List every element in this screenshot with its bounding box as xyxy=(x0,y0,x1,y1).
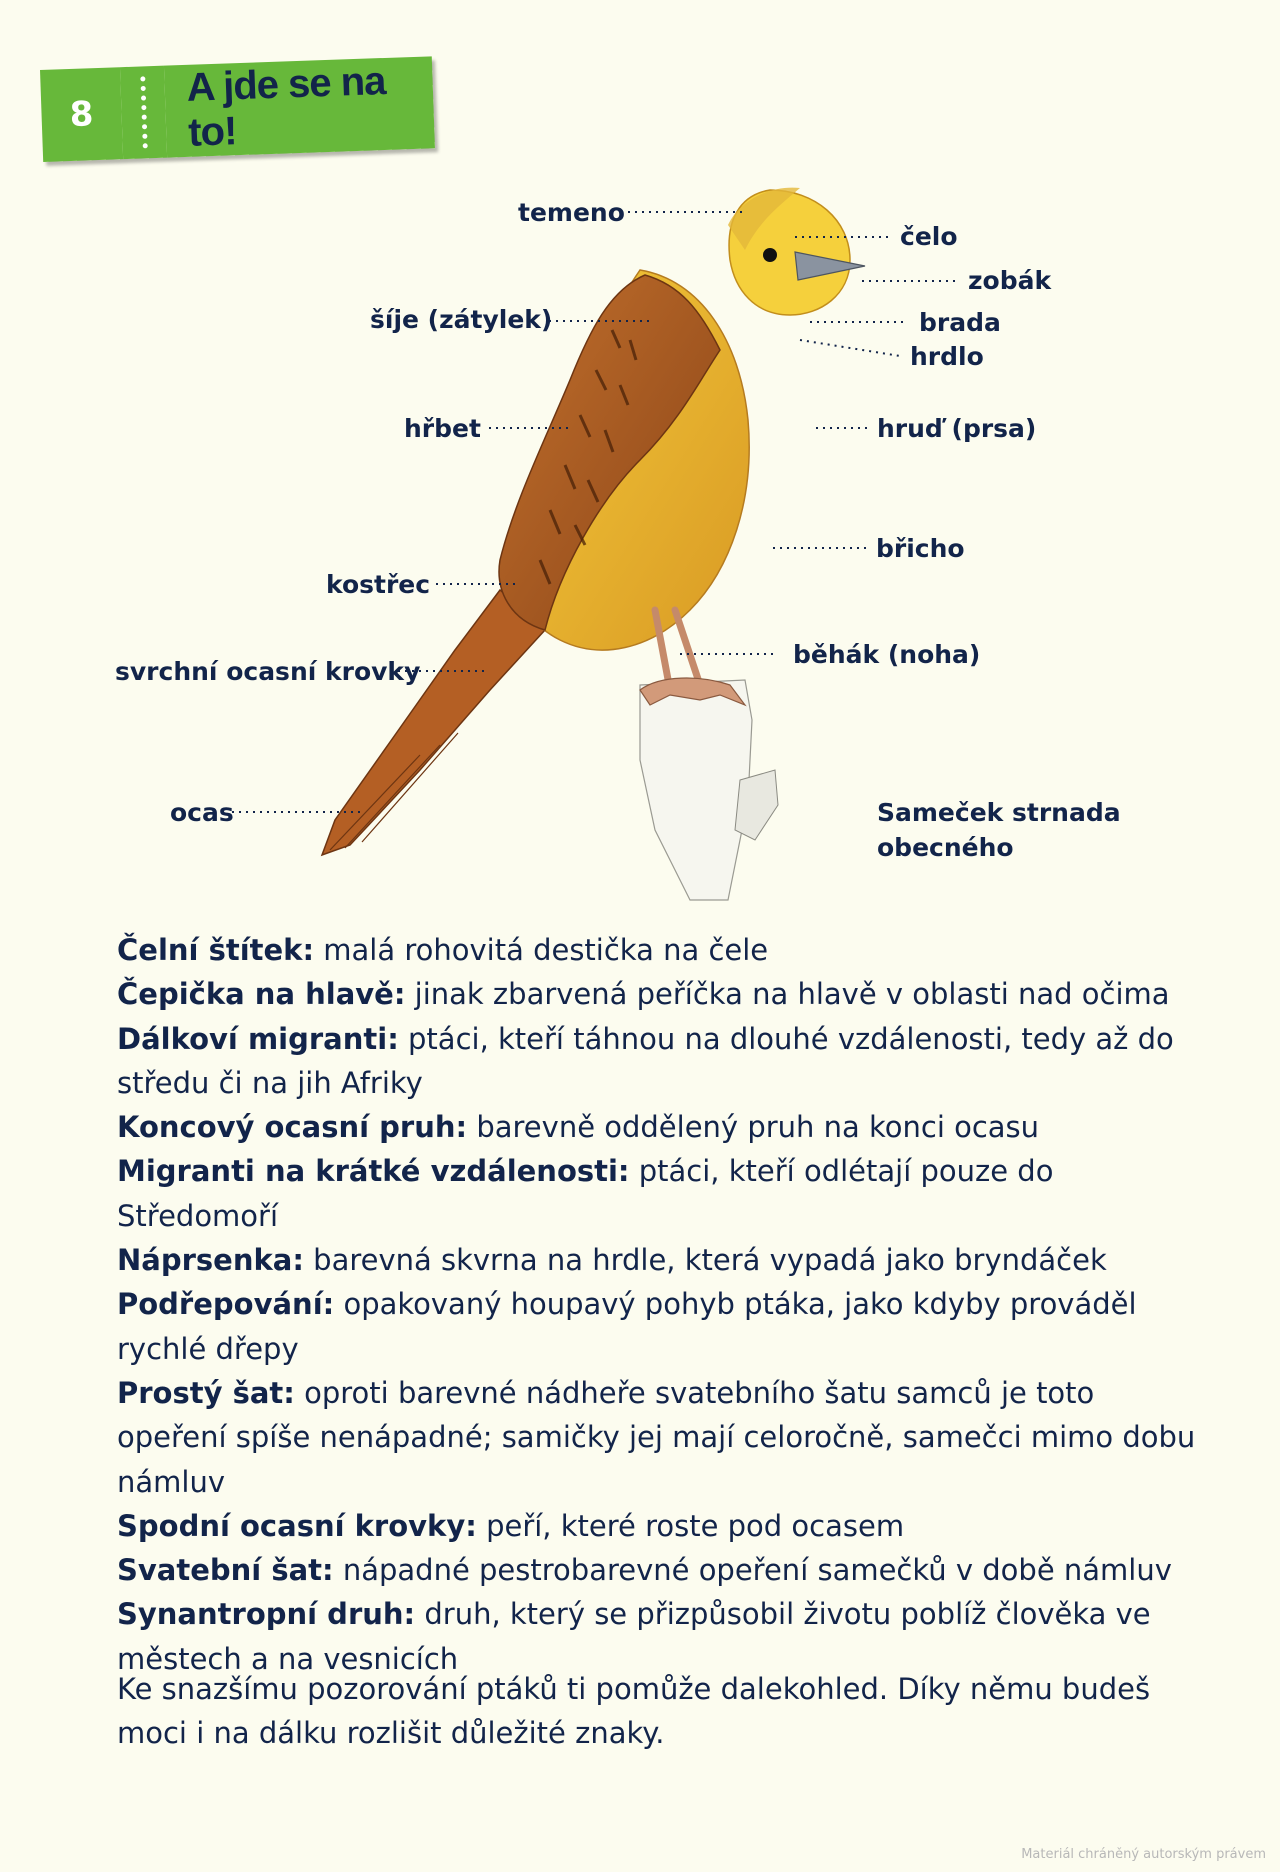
glossary-definition: malá rohovitá destička na čele xyxy=(323,933,769,967)
label-ocas: ocas xyxy=(170,798,234,827)
glossary-term: Čepička na hlavě: xyxy=(117,977,406,1012)
post-shape xyxy=(640,680,752,900)
label-kostrec: kostřec xyxy=(326,570,431,599)
glossary-term: Prostý šat: xyxy=(117,1375,295,1410)
glossary-term: Synantropní druh: xyxy=(117,1597,416,1632)
glossary-entry xyxy=(117,972,1197,1016)
glossary-definition: barevná skvrna na hrdle, která vypadá jako bryndáček xyxy=(313,1243,1107,1278)
glossary-term: Spodní ocasní krovky: xyxy=(117,1508,477,1543)
label-brada: brada xyxy=(919,308,1001,337)
label-svrchni-ocasni-krovky: svrchní ocasní krovky xyxy=(115,657,421,686)
glossary-definition: ptáci, kteří táhnou na dlouhé vzdálenosti, tedy až do středu či na jih Afriky xyxy=(117,1021,1174,1100)
glossary-term: Dálkoví migranti: xyxy=(117,1021,399,1056)
glossary-definition: opakovaný houpavý pohyb ptáka, jako kdyby prováděl rychlé dřepy xyxy=(117,1287,1137,1366)
glossary-entry xyxy=(117,1504,1197,1548)
glossary-term: Náprsenka: xyxy=(117,1243,304,1278)
glossary-entry xyxy=(117,1149,1197,1238)
glossary-term: Koncový ocasní pruh: xyxy=(117,1110,468,1145)
label-sije: šíje (zátylek) xyxy=(370,305,553,334)
glossary-definition: druh, který se přizpůsobil životu poblíž člověka ve městech a na vesnicích xyxy=(117,1597,1151,1676)
label-celo: čelo xyxy=(900,222,958,251)
glossary-entry xyxy=(117,1017,1197,1106)
glossary-definition: oproti barevné nádheře svatebního šatu samců je toto opeření spíše nenápadné; samičky jej mají celoročně, samečci mimo dobu námluv xyxy=(117,1375,1196,1499)
page-number: 8 xyxy=(40,67,123,162)
glossary-definition: nápadné pestrobarevné opeření samečků v době námluv xyxy=(342,1553,1172,1588)
glossary-entry xyxy=(117,1105,1197,1149)
label-zobak: zobák xyxy=(968,266,1052,295)
caption-line-2: obecného xyxy=(877,833,1014,862)
eye xyxy=(763,248,777,262)
glossary-definition: barevně oddělený pruh na konci ocasu xyxy=(476,1110,1040,1145)
glossary-definition: jinak zbarvená peříčka na hlavě v oblasti nad očima xyxy=(414,977,1170,1012)
label-behak: běhák (noha) xyxy=(793,640,981,669)
glossary-entry xyxy=(117,1371,1197,1504)
label-hrdlo: hrdlo xyxy=(910,342,984,371)
bird-anatomy-figure xyxy=(0,180,1280,910)
chapter-title: A jde se na to! xyxy=(164,56,435,157)
tail-shape xyxy=(322,590,545,855)
banner-dotted-separator xyxy=(120,66,167,159)
label-bricho: břicho xyxy=(876,534,965,563)
glossary-entry xyxy=(117,928,1197,972)
glossary-term: Migranti na krátké vzdálenosti: xyxy=(117,1154,630,1189)
label-hrud: hruď (prsa) xyxy=(877,414,1037,443)
glossary-entry xyxy=(117,1548,1197,1592)
label-temeno: temeno xyxy=(518,198,625,227)
glossary-definition: ptáci, kteří odlétají pouze do Středomoří xyxy=(117,1154,1054,1233)
closing-paragraph: Ke snazšímu pozorování ptáků ti pomůže dalekohled. Díky němu budeš moci i na dálku rozlišit důležité znaky. xyxy=(117,1672,1151,1751)
glossary-list xyxy=(117,928,1197,1681)
glossary-entry xyxy=(117,1282,1197,1371)
glossary-definition: peří, které roste pod ocasem xyxy=(486,1508,905,1543)
glossary-term: Svatební šat: xyxy=(117,1553,334,1588)
glossary-term: Podřepování: xyxy=(117,1287,335,1322)
glossary-entry xyxy=(117,1238,1197,1282)
copyright-watermark: Materiál chráněný autorským právem xyxy=(1021,1847,1266,1862)
glossary-term: Čelní štítek: xyxy=(117,933,315,967)
chapter-banner xyxy=(40,56,435,162)
caption-line-1: Sameček strnada xyxy=(877,798,1121,827)
label-hrbet: hřbet xyxy=(404,414,481,443)
figure-caption xyxy=(877,795,1137,865)
